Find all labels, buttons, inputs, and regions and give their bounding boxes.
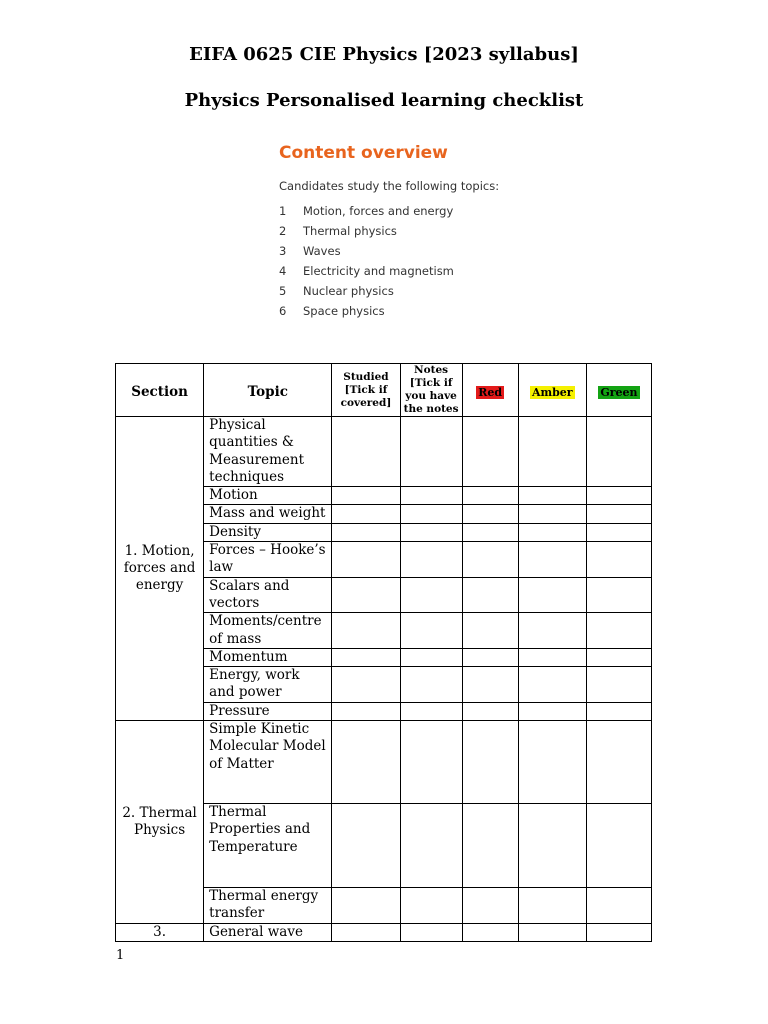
studied-cell[interactable] (332, 923, 400, 941)
red-cell[interactable] (462, 648, 518, 666)
studied-cell[interactable] (332, 648, 400, 666)
amber-cell[interactable] (518, 542, 586, 578)
amber-cell[interactable] (518, 804, 586, 888)
notes-cell[interactable] (400, 923, 462, 941)
red-cell[interactable] (462, 487, 518, 505)
topic-cell: Thermal energy transfer (204, 888, 332, 924)
red-cell[interactable] (462, 702, 518, 720)
green-cell[interactable] (586, 523, 651, 541)
topic-cell: Momentum (204, 648, 332, 666)
topic-cell: General wave (204, 923, 332, 941)
studied-cell[interactable] (332, 721, 400, 804)
amber-cell[interactable] (518, 923, 586, 941)
table-row (116, 721, 652, 804)
green-cell[interactable] (586, 721, 651, 804)
green-cell[interactable] (586, 648, 651, 666)
topic-cell: Density (204, 523, 332, 541)
green-badge: Green (600, 385, 638, 399)
overview-item-number: 3 (279, 244, 287, 258)
green-cell[interactable] (586, 417, 651, 487)
red-cell[interactable] (462, 577, 518, 613)
topic-cell: Motion (204, 487, 332, 505)
overview-item-number: 6 (279, 304, 287, 318)
amber-cell[interactable] (518, 648, 586, 666)
overview-item-label: Nuclear physics (303, 284, 394, 298)
red-cell[interactable] (462, 613, 518, 649)
header-green (586, 364, 651, 417)
overview-item (279, 201, 599, 221)
notes-cell[interactable] (400, 804, 462, 888)
topic-cell: Moments/centre of mass (204, 613, 332, 649)
content-overview-heading: Content overview (279, 143, 448, 163)
overview-item (279, 281, 599, 301)
studied-cell[interactable] (332, 888, 400, 924)
overview-item (279, 241, 599, 261)
amber-badge: Amber (531, 385, 573, 399)
red-badge: Red (478, 385, 503, 399)
page-number: 1 (116, 948, 125, 963)
overview-item-label: Space physics (303, 304, 385, 318)
content-overview-list (279, 201, 599, 321)
section-cell: 2. Thermal Physics (116, 721, 204, 924)
red-cell[interactable] (462, 667, 518, 703)
table-row (116, 923, 652, 941)
green-cell[interactable] (586, 888, 651, 924)
overview-item (279, 301, 599, 321)
studied-cell[interactable] (332, 804, 400, 888)
green-cell[interactable] (586, 505, 651, 523)
topic-cell: Scalars and vectors (204, 577, 332, 613)
green-cell[interactable] (586, 702, 651, 720)
notes-cell[interactable] (400, 487, 462, 505)
overview-item-number: 1 (279, 204, 287, 218)
studied-cell[interactable] (332, 417, 400, 487)
overview-item (279, 261, 599, 281)
red-cell[interactable] (462, 923, 518, 941)
notes-cell[interactable] (400, 721, 462, 804)
header-topic: Topic (204, 364, 332, 417)
table-row (116, 417, 652, 487)
document-title: EIFA 0625 CIE Physics [2023 syllabus] (189, 44, 579, 65)
green-cell[interactable] (586, 923, 651, 941)
section-cell: 1. Motion, forces and energy (116, 417, 204, 721)
red-cell[interactable] (462, 505, 518, 523)
red-cell[interactable] (462, 523, 518, 541)
notes-cell[interactable] (400, 505, 462, 523)
amber-cell[interactable] (518, 667, 586, 703)
notes-cell[interactable] (400, 577, 462, 613)
amber-cell[interactable] (518, 702, 586, 720)
studied-cell[interactable] (332, 667, 400, 703)
header-amber (518, 364, 586, 417)
red-cell[interactable] (462, 804, 518, 888)
overview-item-label: Electricity and magnetism (303, 264, 454, 278)
content-overview-intro: Candidates study the following topics: (279, 179, 500, 193)
amber-cell[interactable] (518, 613, 586, 649)
header-red (462, 364, 518, 417)
document-subtitle: Physics Personalised learning checklist (184, 90, 584, 111)
overview-item-label: Motion, forces and energy (303, 204, 454, 218)
header-studied: Studied [Tick if covered] (332, 364, 400, 417)
green-cell[interactable] (586, 804, 651, 888)
green-cell[interactable] (586, 487, 651, 505)
notes-cell[interactable] (400, 888, 462, 924)
notes-cell[interactable] (400, 523, 462, 541)
topic-cell: Mass and weight (204, 505, 332, 523)
overview-item-number: 2 (279, 224, 287, 238)
overview-item (279, 221, 599, 241)
green-cell[interactable] (586, 613, 651, 649)
notes-cell[interactable] (400, 667, 462, 703)
topic-cell: Pressure (204, 702, 332, 720)
section-cell: 3. (116, 923, 204, 941)
red-cell[interactable] (462, 888, 518, 924)
notes-cell[interactable] (400, 417, 462, 487)
topic-cell: Energy, work and power (204, 667, 332, 703)
studied-cell[interactable] (332, 523, 400, 541)
studied-cell[interactable] (332, 505, 400, 523)
topic-cell: Forces – Hooke’s law (204, 542, 332, 578)
studied-cell[interactable] (332, 613, 400, 649)
green-cell[interactable] (586, 577, 651, 613)
topic-cell: Physical quantities & Measurement techniques (204, 417, 332, 487)
red-cell[interactable] (462, 721, 518, 804)
green-cell[interactable] (586, 667, 651, 703)
notes-cell[interactable] (400, 648, 462, 666)
header-notes: Notes [Tick if you have the notes (400, 364, 462, 417)
studied-cell[interactable] (332, 487, 400, 505)
topic-cell: Simple Kinetic Molecular Model of Matter (204, 721, 332, 804)
header-section: Section (116, 364, 204, 417)
notes-cell[interactable] (400, 702, 462, 720)
overview-item-label: Thermal physics (303, 224, 397, 238)
learning-checklist-table (115, 363, 652, 942)
overview-item-number: 5 (279, 284, 287, 298)
studied-cell[interactable] (332, 577, 400, 613)
red-cell[interactable] (462, 417, 518, 487)
content-overview (279, 143, 599, 321)
amber-cell[interactable] (518, 417, 586, 487)
green-cell[interactable] (586, 542, 651, 578)
amber-cell[interactable] (518, 888, 586, 924)
notes-cell[interactable] (400, 542, 462, 578)
notes-cell[interactable] (400, 613, 462, 649)
amber-cell[interactable] (518, 577, 586, 613)
overview-item-label: Waves (303, 244, 341, 258)
studied-cell[interactable] (332, 542, 400, 578)
amber-cell[interactable] (518, 487, 586, 505)
amber-cell[interactable] (518, 721, 586, 804)
overview-item-number: 4 (279, 264, 287, 278)
table-header-row (116, 364, 652, 417)
topic-cell: Thermal Properties and Temperature (204, 804, 332, 888)
studied-cell[interactable] (332, 702, 400, 720)
red-cell[interactable] (462, 542, 518, 578)
amber-cell[interactable] (518, 505, 586, 523)
amber-cell[interactable] (518, 523, 586, 541)
